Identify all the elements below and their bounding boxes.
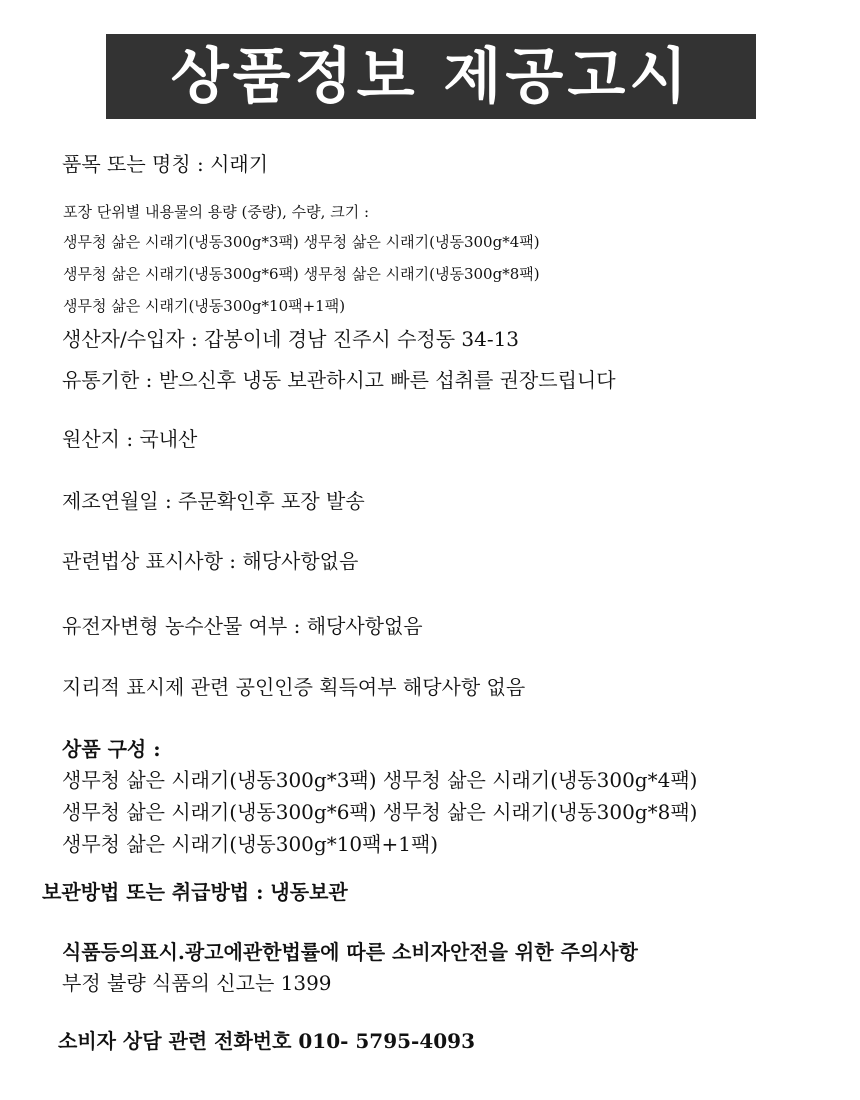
expiration: 유통기한 : 받으신후 냉동 보관하시고 빠른 섭취를 권장드립니다 <box>62 368 616 392</box>
storage-method: 보관방법 또는 취급방법 : 냉동보관 <box>42 880 348 904</box>
consumer-contact: 소비자 상담 관련 전화번호 010- 5795-4093 <box>58 1029 476 1053</box>
packaging-line: 생무청 삶은 시래기(냉동300g*10팩+1팩) <box>63 297 346 315</box>
title-banner <box>106 34 756 119</box>
origin: 원산지 : 국내산 <box>62 427 198 451</box>
geo-indication: 지리적 표시제 관련 공인인증 획득여부 해당사항 없음 <box>62 675 526 699</box>
legal-notice: 관련법상 표시사항 : 해당사항없음 <box>62 549 359 573</box>
composition-line: 생무청 삶은 시래기(냉동300g*3팩) 생무청 삶은 시래기(냉동300g*4팩) <box>62 768 698 792</box>
report-info: 부정 불량 식품의 신고는 1399 <box>62 971 332 995</box>
item-name: 품목 또는 명칭 : 시래기 <box>62 152 269 176</box>
manufacture-date: 제조연월일 : 주문확인후 포장 발송 <box>62 489 365 513</box>
composition-line: 생무청 삶은 시래기(냉동300g*10팩+1팩) <box>62 832 439 856</box>
gmo-status: 유전자변형 농수산물 여부 : 해당사항없음 <box>62 614 423 638</box>
packaging-line: 생무청 삶은 시래기(냉동300g*3팩) 생무청 삶은 시래기(냉동300g*4팩) <box>63 233 540 251</box>
producer: 생산자/수입자 : 갑봉이네 경남 진주시 수정동 34-13 <box>62 327 520 351</box>
packaging-label: 포장 단위별 내용물의 용량 (중량), 수량, 크기 : <box>63 203 370 221</box>
page-title: 상품정보 제공고시 <box>170 41 692 112</box>
composition-line: 생무청 삶은 시래기(냉동300g*6팩) 생무청 삶은 시래기(냉동300g*8팩) <box>62 800 698 824</box>
caution-heading: 식품등의표시.광고에관한법률에 따른 소비자안전을 위한 주의사항 <box>62 940 638 964</box>
composition-label: 상품 구성 : <box>62 737 161 761</box>
packaging-line: 생무청 삶은 시래기(냉동300g*6팩) 생무청 삶은 시래기(냉동300g*8팩) <box>63 265 540 283</box>
